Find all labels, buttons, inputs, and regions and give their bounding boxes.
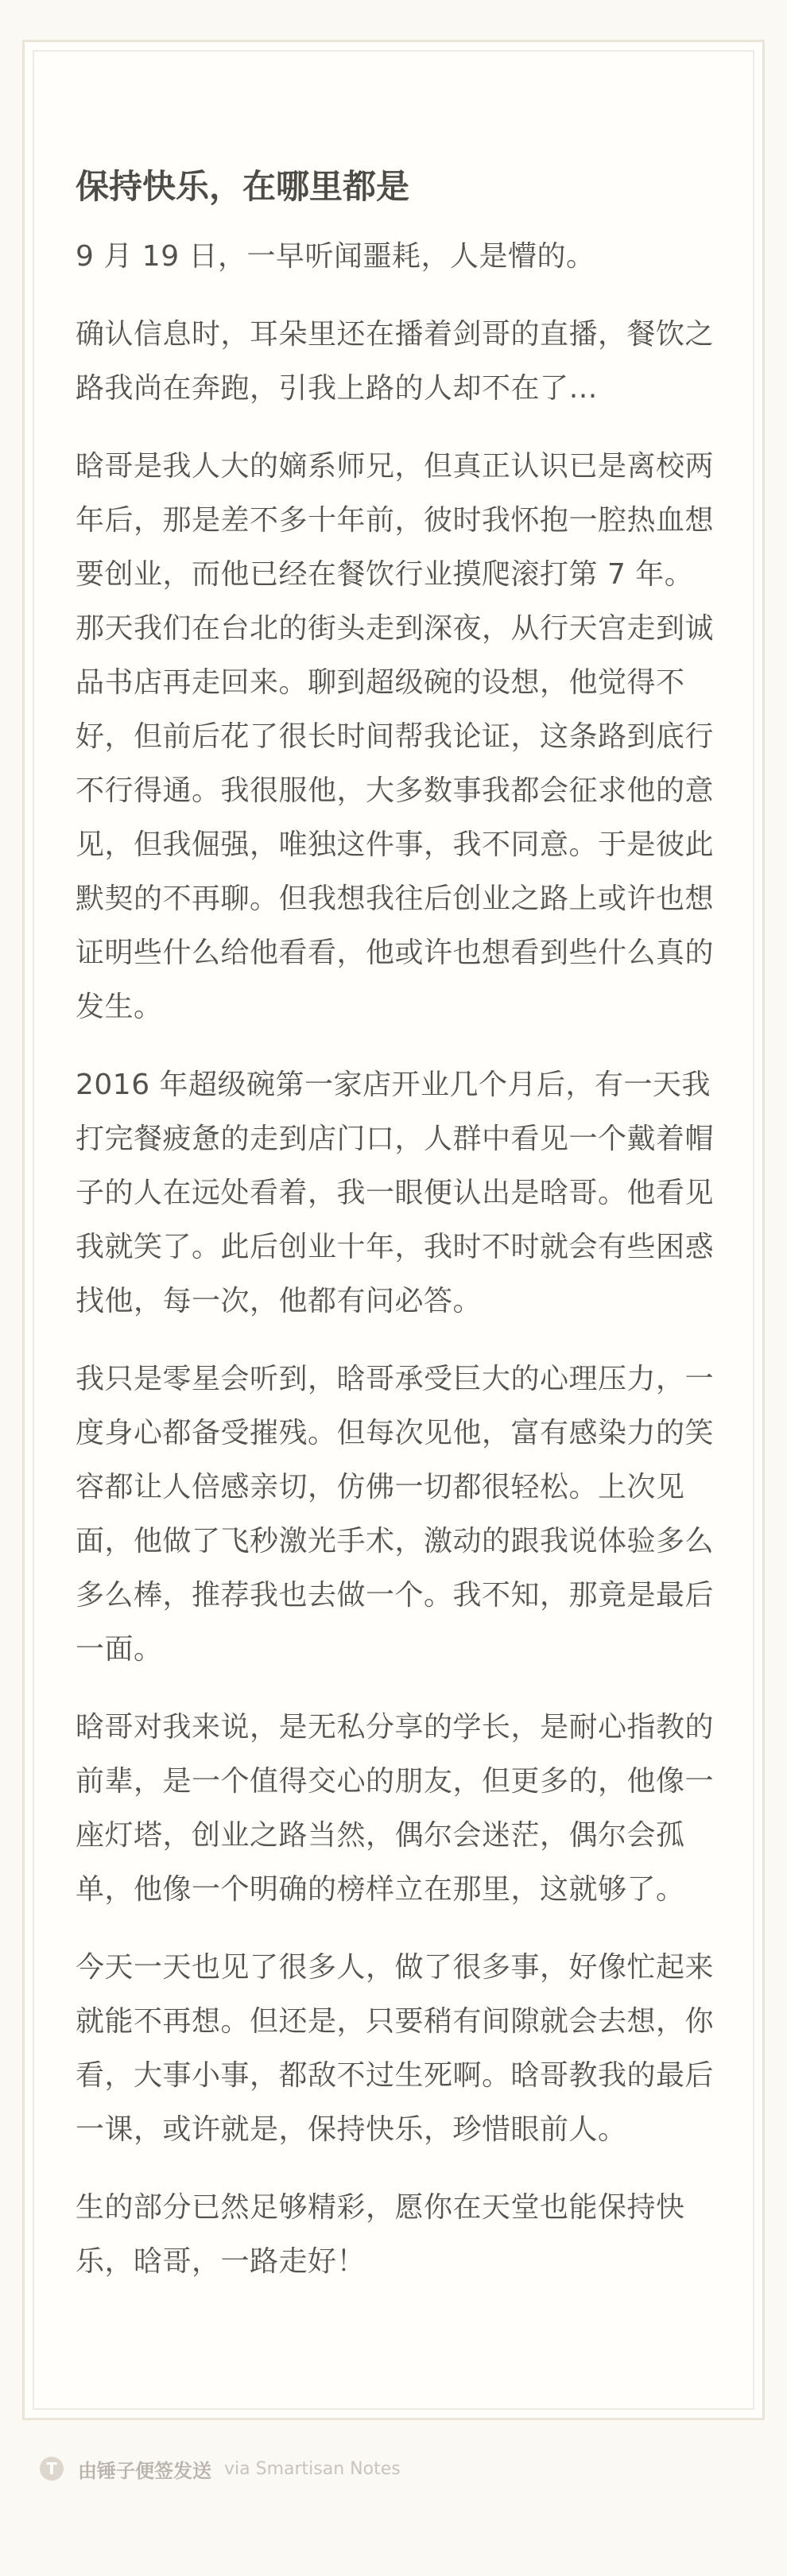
paragraph: 我只是零星会听到，晗哥承受巨大的心理压力，一度身心都备受摧残。但每次见他，富有感染力的笑容都让人倍感亲切，仿佛一切都很轻松。上次见面，他做了飞秒激光手术，激动的跟我说体验多么多么棒，推荐我也去做一个。我不知，那竟是最后一面。 — [76, 1363, 715, 1666]
paragraph: 生的部分已然足够精彩，愿你在天堂也能保持快乐，晗哥，一路走好！ — [76, 2191, 685, 2278]
footer — [40, 2449, 401, 2489]
sent-via-label: 由锤子便签发送 — [78, 2459, 211, 2482]
paragraph: 晗哥对我来说，是无私分享的学长，是耐心指教的前辈，是一个值得交心的朋友，但更多的，他像一座灯塔，创业之路当然，偶尔会迷茫，偶尔会孤单，他像一个明确的榜样立在那里，这就够了。 — [76, 1711, 715, 1906]
via-app-label: via Smartisan Notes — [224, 2458, 401, 2479]
paragraph: 2016 年超级碗第一家店开业几个月后，有一天我打完餐疲惫的走到店门口，人群中看见一个戴着帽子的人在远处看着，我一眼便认出是晗哥。他看见我就笑了。此后创业十年，我时不时就会有些困惑找他，每一次，他都有问必答。 — [76, 1069, 715, 1317]
paragraph: 晗哥是我人大的嫡系师兄，但真正认识已是离校两年后，那是差不多十年前，彼时我怀抱一腔热血想要创业，而他已经在餐饮行业摸爬滚打第 7 年。那天我们在台北的街头走到深夜，从行天宫走到诚品书店再走回来。聊到超级碗的设想，他觉得不好，但前后花了很长时间帮我论证，这条路到底行不行得通。我很服他，大多数事我都会征求他的意见，但我倔强，唯独这件事，我不同意。于是彼此默契的不再聊。但我想我往后创业之路上或许也想证明些什么给他看看，他或许也想看到些什么真的发生。 — [76, 450, 715, 1023]
paragraph: 9 月 19 日，一早听闻噩耗，人是懵的。 — [76, 240, 595, 273]
smartisan-logo-icon: T — [40, 2457, 64, 2481]
note-title: 保持快乐，在哪里都是 — [76, 167, 410, 206]
note-card — [22, 40, 765, 2420]
paragraph: 今天一天也见了很多人，做了很多事，好像忙起来就能不再想。但还是，只要稍有间隙就会去想，你看，大事小事，都敌不过生死啊。晗哥教我的最后一课，或许就是，保持快乐，珍惜眼前人。 — [76, 1951, 715, 2146]
note-content — [76, 122, 719, 2313]
paragraph: 确认信息时，耳朵里还在播着剑哥的直播，餐饮之路我尚在奔跑，引我上路的人却不在了… — [76, 318, 715, 405]
